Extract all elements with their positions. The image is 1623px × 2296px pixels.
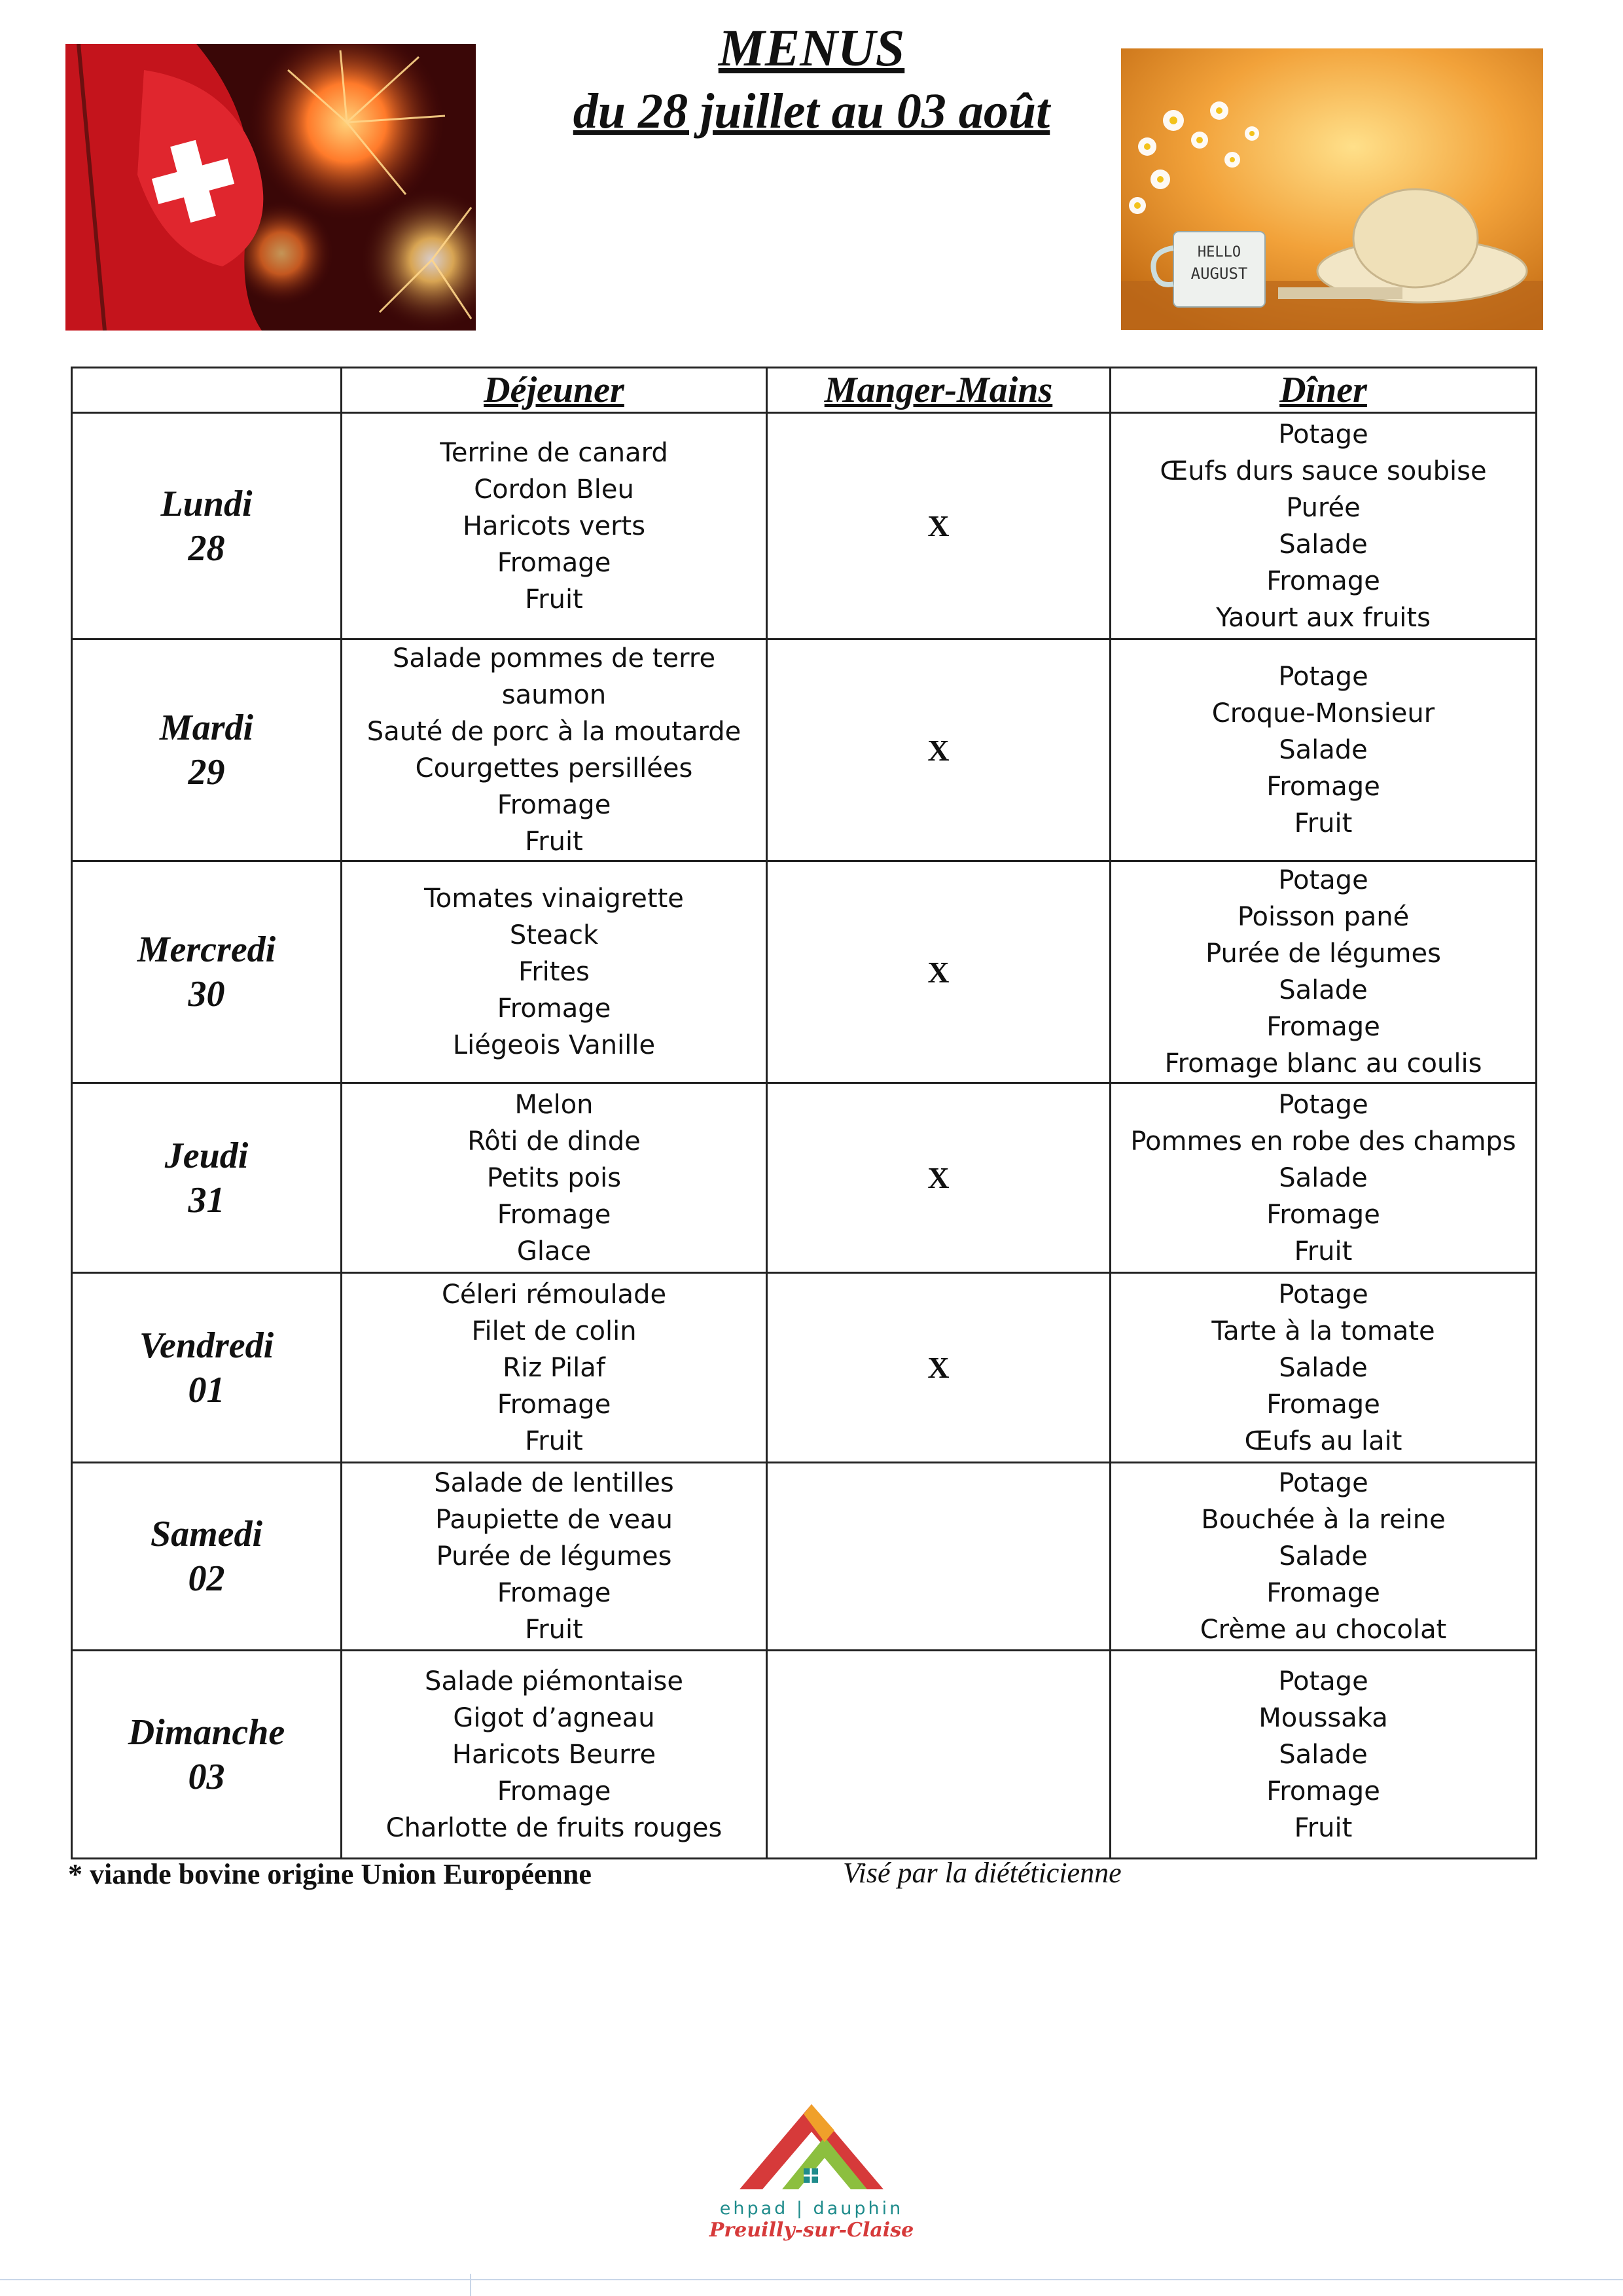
dish: Paupiette de veau [435, 1505, 673, 1535]
manger-mains-cell [767, 1083, 1111, 1273]
dish: Bouchée à la reine [1201, 1505, 1446, 1535]
diner-cell [1111, 1083, 1537, 1273]
table-row [72, 1083, 1537, 1273]
dish: Fruit [1294, 1236, 1353, 1266]
dish: Fromage [1266, 1389, 1380, 1420]
header-diner: Dîner [1111, 368, 1537, 413]
manger-mains-cell [767, 1463, 1111, 1651]
dish: Sauté de porc à la moutarde [366, 717, 741, 747]
dejeuner-cell [342, 1083, 767, 1273]
dish: Tomates vinaigrette [424, 884, 684, 914]
dish: Fromage [497, 994, 611, 1024]
dish: Purée [1286, 492, 1361, 523]
dish: Fromage [1266, 1012, 1380, 1042]
day-name: Mardi [159, 708, 254, 748]
dish: Charlotte de fruits rouges [385, 1812, 722, 1843]
page-title: MENUS [718, 20, 905, 77]
bottom-tick [470, 2274, 471, 2296]
manger-mains-mark: X [927, 1161, 950, 1194]
day-cell [72, 1463, 342, 1651]
dish: Pommes en robe des champs [1130, 1126, 1516, 1157]
dish: Rôti de dinde [467, 1126, 641, 1157]
dish: Salade [1279, 975, 1368, 1005]
dish: Salade [1279, 1739, 1368, 1770]
diner-cell [1111, 1273, 1537, 1463]
table-row [72, 1273, 1537, 1463]
dejeuner-cell [342, 1651, 767, 1859]
dish: Poisson pané [1237, 902, 1410, 932]
table-row [72, 413, 1537, 639]
manger-mains-cell [767, 1273, 1111, 1463]
dietitian-approval: Visé par la diététicienne [843, 1857, 1122, 1889]
dish: Terrine de canard [440, 437, 668, 468]
header-dejeuner: Déjeuner [342, 368, 767, 413]
dejeuner-cell [342, 1463, 767, 1651]
diner-cell [1111, 639, 1537, 861]
swiss-flag-fireworks-image [65, 44, 476, 331]
day-name: Dimanche [128, 1712, 285, 1753]
header-day-column [72, 368, 342, 413]
dish: Salade pommes de terre [392, 643, 716, 673]
dish: Potage [1278, 419, 1368, 450]
diner-cell [1111, 1651, 1537, 1859]
manger-mains-cell [767, 1651, 1111, 1859]
dish: Fromage [497, 1776, 611, 1806]
dish: Céleri rémoulade [441, 1279, 667, 1310]
dish: Fromage [1266, 1578, 1380, 1608]
dish: Fruit [525, 827, 583, 857]
table-row [72, 861, 1537, 1083]
dish: Salade [1279, 735, 1368, 765]
dish: Fruit [1294, 808, 1353, 838]
dish: Salade [1279, 1162, 1368, 1193]
table-row [72, 639, 1537, 861]
dish: Fromage [1266, 565, 1380, 596]
bottom-rule [0, 2279, 1623, 2280]
dish: Fruit [1294, 1812, 1353, 1843]
dish: Fromage [1266, 772, 1380, 802]
dish: Croque-Monsieur [1211, 698, 1435, 728]
beef-origin-note: * viande bovine origine Union Européenne [68, 1858, 592, 1890]
day-name: Samedi [150, 1514, 263, 1554]
dish: Purée de légumes [1205, 939, 1441, 969]
dejeuner-cell [342, 639, 767, 861]
table-row [72, 1651, 1537, 1859]
dish: saumon [501, 680, 607, 710]
dish: Fruit [525, 1426, 583, 1456]
manger-mains-cell [767, 413, 1111, 639]
house-roof-icon [726, 2091, 897, 2196]
dish: Haricots Beurre [452, 1739, 656, 1770]
dish: Yaourt aux fruits [1216, 602, 1431, 633]
day-cell [72, 1083, 342, 1273]
day-cell [72, 1651, 342, 1859]
day-date: 02 [188, 1558, 225, 1599]
mug-text-hello: HELLO [1197, 244, 1241, 260]
dish: Riz Pilaf [503, 1352, 605, 1383]
dish: Petits pois [486, 1162, 622, 1193]
manger-mains-mark: X [927, 509, 950, 543]
day-date: 29 [188, 752, 225, 793]
diner-cell [1111, 1463, 1537, 1651]
dish: Potage [1278, 1666, 1368, 1696]
table-header-row [72, 368, 1537, 413]
day-date: 28 [188, 528, 225, 569]
logo-line-2: Preuilly-sur-Claise [709, 2219, 914, 2242]
dish: Tarte à la tomate [1211, 1316, 1435, 1346]
dish: Fromage [497, 547, 611, 578]
dish: Glace [516, 1236, 592, 1266]
mug-text-august: AUGUST [1190, 264, 1248, 283]
dish: Salade [1279, 1541, 1368, 1571]
logo-line-1: ehpad | dauphin [719, 2198, 904, 2219]
day-name: Mercredi [137, 929, 276, 970]
diner-cell [1111, 413, 1537, 639]
dish: Fromage [1266, 1776, 1380, 1806]
manger-mains-cell [767, 639, 1111, 861]
dish: Salade de lentilles [434, 1468, 674, 1498]
dish: Frites [518, 957, 590, 987]
table-row [72, 1463, 1537, 1651]
day-cell [72, 639, 342, 861]
manger-mains-mark: X [927, 955, 950, 989]
diner-cell [1111, 861, 1537, 1083]
dejeuner-cell [342, 861, 767, 1083]
ehpad-logo [700, 2091, 923, 2261]
dish: Potage [1278, 662, 1368, 692]
dish: Potage [1278, 865, 1368, 895]
dish: Salade piémontaise [425, 1666, 683, 1696]
dish: Œufs au lait [1244, 1426, 1402, 1456]
day-name: Jeudi [164, 1135, 249, 1176]
day-name: Lundi [160, 483, 253, 524]
manger-mains-cell [767, 861, 1111, 1083]
dish: Filet de colin [471, 1316, 637, 1346]
page-subtitle: du 28 juillet au 03 août [573, 84, 1050, 139]
menu-table [71, 367, 1537, 1859]
dish: Fromage [497, 790, 611, 820]
dish: Moussaka [1258, 1702, 1388, 1733]
day-date: 31 [188, 1179, 225, 1221]
day-name: Vendredi [139, 1325, 274, 1366]
dish: Fromage [497, 1199, 611, 1230]
dish: Potage [1278, 1089, 1368, 1120]
hello-august-image [1121, 48, 1543, 330]
dish: Fruit [525, 584, 583, 615]
manger-mains-mark: X [927, 733, 950, 767]
dish: Liégeois Vanille [452, 1030, 656, 1060]
dish: Melon [514, 1089, 594, 1120]
dish: Salade [1279, 1352, 1368, 1383]
dish: Haricots verts [462, 511, 646, 541]
dish: Purée de légumes [436, 1541, 672, 1571]
dish: Potage [1278, 1279, 1368, 1310]
dejeuner-cell [342, 413, 767, 639]
day-cell [72, 413, 342, 639]
day-cell [72, 861, 342, 1083]
dish: Œufs durs sauce soubise [1160, 456, 1487, 486]
manger-mains-mark: X [927, 1351, 950, 1384]
dish: Gigot d’agneau [453, 1702, 655, 1733]
header-manger-mains: Manger-Mains [767, 368, 1111, 413]
day-date: 30 [188, 974, 225, 1014]
dish: Fruit [525, 1615, 583, 1645]
dish: Crème au chocolat [1200, 1615, 1447, 1645]
dish: Fromage [497, 1578, 611, 1608]
dish: Fromage [497, 1389, 611, 1420]
title-block [510, 18, 1113, 144]
dish: Cordon Bleu [474, 474, 634, 505]
dish: Fromage blanc au coulis [1164, 1049, 1482, 1079]
dish: Fromage [1266, 1199, 1380, 1230]
day-cell [72, 1273, 342, 1463]
day-date: 03 [188, 1756, 225, 1797]
dish: Steack [509, 920, 599, 950]
dejeuner-cell [342, 1273, 767, 1463]
dish: Potage [1278, 1468, 1368, 1498]
day-date: 01 [188, 1369, 225, 1410]
dish: Salade [1279, 529, 1368, 560]
dish: Courgettes persillées [415, 753, 693, 783]
